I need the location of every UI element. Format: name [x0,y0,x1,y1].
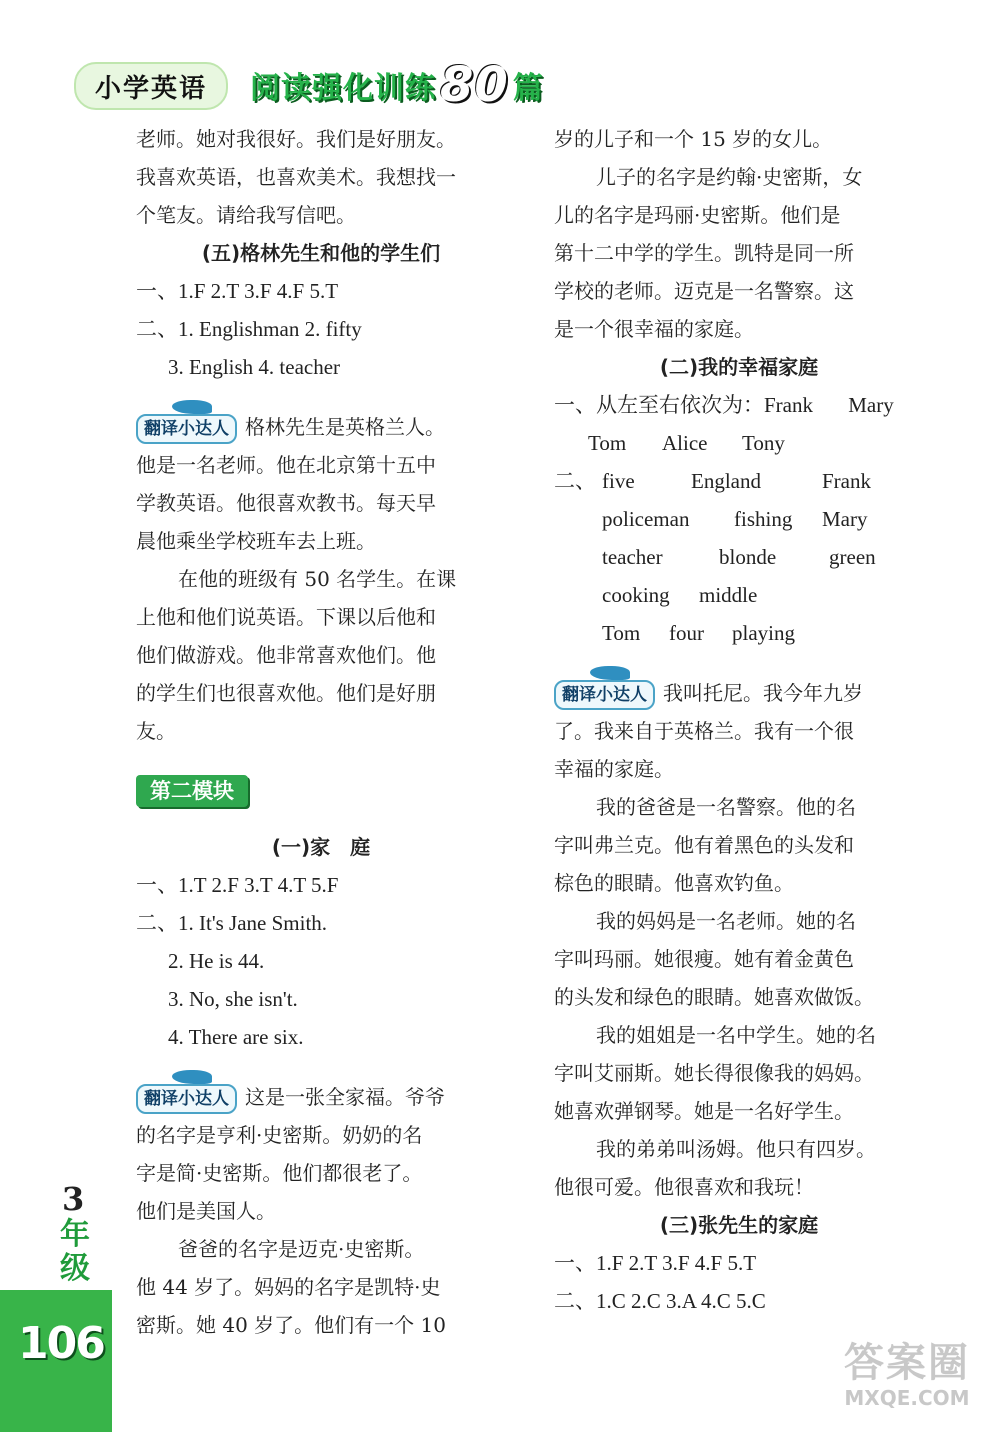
paragraph-line: 学校的老师。迈克是一名警察。这 [554,279,854,303]
answer-grid-row [554,462,924,500]
translation-first-line [136,1078,506,1116]
section-title: (一)家 庭 [271,835,371,859]
paragraph-line: 老师。她对我很好。我们是好朋友。 [136,127,456,151]
translation-first-line [136,408,506,446]
right-column [554,120,924,1320]
answer-line [554,424,924,462]
watermark [832,1340,982,1420]
section-title: (三)张先生的家庭 [659,1213,819,1237]
section-title: (二)我的幸福家庭 [659,355,819,379]
paragraph-line: 我的妈妈是一名老师。她的名 [596,909,856,933]
answer-line: 3. English 4. teacher [168,355,341,379]
module-row [136,772,506,810]
watermark-logo-text: 答案圈 [844,1340,970,1386]
translation-first-line [554,674,924,712]
paragraph-line: 是一个很幸福的家庭。 [554,317,754,341]
paragraph-line: 字叫艾丽斯。她长得很像我的妈妈。 [554,1061,874,1085]
paragraph-line: 友。 [136,719,176,743]
answer-word: green [829,545,876,569]
paragraph-line: 第十二中学的学生。凯特是同一所 [554,241,854,265]
paragraph-line: 学教英语。他很喜欢教书。每天早 [136,491,436,515]
answer-line: 一、1.T 2.F 3.T 4.T 5.F [136,873,339,897]
paragraph-text: 格林先生是英格兰人。 [245,415,445,439]
answer-text: Mary [848,393,894,417]
module-banner: 第二模块 [136,775,248,807]
paragraph-line: 字是简·史密斯。他们都很老了。 [136,1161,423,1185]
paragraph-line: 晨他乘坐学校班车去上班。 [136,529,376,553]
answer-word: blonde [719,545,777,569]
answer-word: Tom [588,431,627,455]
paragraph-line: 在他的班级有 50 名学生。在课 [178,567,457,591]
paragraph-line: 个笔友。请给我写信吧。 [136,203,356,227]
answer-word: middle [699,583,758,607]
paragraph-line: 儿子的名字是约翰·史密斯，女 [596,165,863,189]
answer-word: four [669,621,704,645]
paragraph-line: 我的姐姐是一名中学生。她的名 [596,1023,876,1047]
answer-word: Tony [742,431,785,455]
answer-line: 二、1. Englishman 2. fifty [136,317,362,341]
answer-line [554,386,924,424]
paragraph-line: 儿的名字是玛丽·史密斯。他们是 [554,203,841,227]
paragraph-line: 密斯。她 40 岁了。他们有一个 10 [136,1313,446,1337]
paragraph-line: 字叫弗兰克。他有着黑色的头发和 [554,833,854,857]
answer-word: Alice [662,431,708,455]
section-title: (五)格林先生和他的学生们 [201,241,441,265]
answer-word: England [691,469,761,493]
page-number: 106 [18,1318,104,1369]
answer-word: cooking [602,583,670,607]
answer-line: 4. There are six. [168,1025,304,1049]
translation-badge: 翻译小达人 [136,414,237,444]
book-title [250,57,544,113]
paragraph-line: 的学生们也很喜欢他。他们是好朋 [136,681,436,705]
answer-line: 一、1.F 2.T 3.F 4.F 5.T [136,279,339,303]
paragraph-line: 我的弟弟叫汤姆。他只有四岁。 [596,1137,876,1161]
paragraph-line: 的头发和绿色的眼睛。她喜欢做饭。 [554,985,874,1009]
answer-word: five [602,469,635,493]
paragraph-line: 了。我来自于英格兰。我有一个很 [554,719,854,743]
paragraph-line: 她喜欢弹钢琴。她是一名好学生。 [554,1099,854,1123]
answer-line: 一、1.F 2.T 3.F 4.F 5.T [554,1251,757,1275]
answer-grid-row [554,500,924,538]
answer-line: 二、1.C 2.C 3.A 4.C 5.C [554,1289,766,1313]
answer-grid-row [554,614,924,652]
paragraph-line: 他是一名老师。他在北京第十五中 [136,453,436,477]
answer-line: 二、1. It's Jane Smith. [136,911,328,935]
paragraph-line: 幸福的家庭。 [554,757,674,781]
book-title-text: 阅读强化训练 [250,71,436,106]
answer-word: playing [732,621,795,645]
paragraph-line: 他很可爱。他很喜欢和我玩！ [554,1175,814,1199]
answer-word: teacher [602,545,663,569]
paragraph-line: 他们是美国人。 [136,1199,276,1223]
paragraph-line: 我的爸爸是一名警察。他的名 [596,795,856,819]
paragraph-line: 岁的儿子和一个 15 岁的女儿。 [554,127,833,151]
paragraph-line: 他们做游戏。他非常喜欢他们。他 [136,643,436,667]
translation-badge: 翻译小达人 [554,680,655,710]
book-title-suffix: 篇 [512,71,544,106]
book-series-label: 小学英语 [74,62,228,110]
paragraph-line: 字叫玛丽。她很瘦。她有着金黄色 [554,947,854,971]
paragraph-line: 爸爸的名字是迈克·史密斯。 [178,1237,425,1261]
paragraph-line: 棕色的眼睛。他喜欢钓鱼。 [554,871,794,895]
answer-grid-row [554,538,924,576]
answer-line: 3. No, she isn't. [168,987,298,1011]
paragraph-line: 上他和他们说英语。下课以后他和 [136,605,436,629]
answer-text: 一、从左至右依次为：Frank [554,393,813,417]
watermark-url: MXQE.COM [844,1386,970,1410]
paragraph-text: 我叫托尼。我今年九岁 [663,681,863,705]
grade-label: 年级 [60,1217,90,1286]
paragraph-line: 我喜欢英语，也喜欢美术。我想找一 [136,165,456,189]
answer-word: fishing [734,507,793,531]
translation-badge: 翻译小达人 [136,1084,237,1114]
answer-word: Mary [822,507,868,531]
left-column [136,120,506,1344]
paragraph-text: 这是一张全家福。爷爷 [245,1085,445,1109]
answer-line: 2. He is 44. [168,949,265,973]
paragraph-line: 他 44 岁了。妈妈的名字是凯特·史 [136,1275,441,1299]
paragraph-line: 的名字是亨利·史密斯。奶奶的名 [136,1123,423,1147]
answer-word: Tom [602,621,641,645]
answer-word: policeman [602,507,690,531]
answer-grid-row [554,576,924,614]
book-title-number: 80 [440,57,509,113]
answer-label: 二、 [554,469,596,493]
grade-number: 3 [62,1180,85,1218]
answer-word: Frank [822,469,871,493]
